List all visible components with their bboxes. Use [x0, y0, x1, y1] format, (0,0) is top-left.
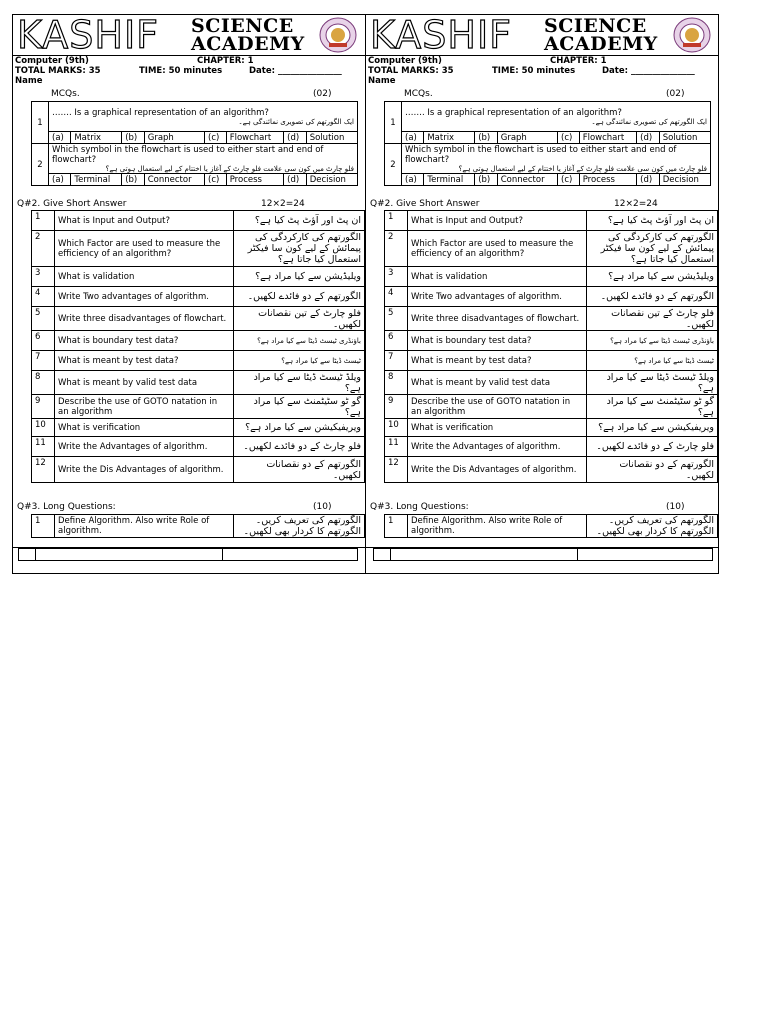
paper-copy-right [366, 15, 719, 573]
question-english: What is meant by test data? [408, 351, 587, 371]
question-number: 3 [385, 267, 408, 287]
question-urdu: باؤنڈری ٹیسٹ ڈیٹا سے کیا مراد ہے؟ [587, 331, 718, 351]
academy-line-1: SCIENCE [544, 15, 647, 37]
mcqs-title: MCQs. [51, 89, 80, 99]
question-urdu: فلو چارٹ کے تین نقصانات لکھیں۔ [587, 307, 718, 331]
mcq-options: (a) Matrix (b) Graph (c) Flowchart (d) Solution [32, 132, 358, 144]
total-marks: TOTAL MARKS: 35 [15, 66, 101, 76]
question-urdu: الگورتھم کی کارکردگی کی پیمائش کے لیے کون سا فیکٹر استعمال کیا جاتا ہے؟ [234, 231, 365, 267]
question-urdu: فلو چارٹ کے دو فائدے لکھیں۔ [587, 437, 718, 457]
short-question-row [385, 437, 718, 457]
question-number: 5 [32, 307, 55, 331]
short-question-row [32, 231, 365, 267]
question-urdu: ٹیسٹ ڈیٹا سے کیا مراد ہے؟ [234, 351, 365, 371]
paper-info [15, 56, 363, 86]
question-urdu: فلو چارٹ کے دو فائدے لکھیں۔ [234, 437, 365, 457]
question-urdu: الگورتھم کے دو نقصانات لکھیں۔ [587, 457, 718, 483]
mcq-question: ……. Is a graphical representation of an algorithm? ایک الگورتھم کی تصویری نمائندگی ہے۔ [49, 102, 358, 132]
question-number: 6 [32, 331, 55, 351]
brand-title: KASHIF [370, 13, 513, 57]
question-english: What is meant by test data? [55, 351, 234, 371]
paper-info [368, 56, 717, 86]
question-number: 1 [385, 211, 408, 231]
short-question-row [385, 351, 718, 371]
mcq-question: Which symbol in the flowchart is used to either start and end of flowchart? فلو چارٹ میں کون سی علامت فلو چارٹ کے آغاز یا اختتام کے لیے استعمال ہوتی ہے؟ [402, 144, 711, 174]
question-english: Write Two advantages of algorithm. [55, 287, 234, 307]
mcqs-marks: (02) [313, 89, 332, 99]
question-number: 4 [32, 287, 55, 307]
question-number: 7 [385, 351, 408, 371]
mcq-question: Which symbol in the flowchart is used to either start and end of flowchart? فلو چارٹ میں کون سی علامت فلو چارٹ کے آغاز یا اختتام کے لیے استعمال ہوتی ہے؟ [49, 144, 358, 174]
question-urdu: الگورتھم کے دو نقصانات لکھیں۔ [234, 457, 365, 483]
brand-title: KASHIF [17, 13, 160, 57]
question-number: 2 [32, 231, 55, 267]
short-question-row [32, 331, 365, 351]
question-english: Describe the use of GOTO natation in an algorithm [408, 395, 587, 419]
academy-header [366, 15, 719, 56]
question-english: Write three disadvantages of flowchart. [408, 307, 587, 331]
mcq-options: (a) Terminal (b) Connector (c) Process (d) Decision [32, 174, 358, 186]
question-number: 7 [32, 351, 55, 371]
chapter: CHAPTER: 1 [550, 56, 607, 66]
question-urdu: ٹیسٹ ڈیٹا سے کیا مراد ہے؟ [587, 351, 718, 371]
mcqs-title: MCQs. [404, 89, 433, 99]
long-marks: (10) [666, 502, 685, 512]
question-english: Write the Dis Advantages of algorithm. [408, 457, 587, 483]
short-question-row [385, 307, 718, 331]
question-english: What is meant by valid test data [408, 371, 587, 395]
mcq-number: 1 [32, 102, 49, 144]
short-marks: 12×2=24 [261, 199, 305, 209]
short-question-row [32, 351, 365, 371]
mcq-number: 2 [32, 144, 49, 186]
question-urdu: ویریفیکیشن سے کیا مراد ہے؟ [587, 419, 718, 437]
question-urdu: الگورتھم کی تعریف کریں۔ الگورتھم کا کردار بھی لکھیں۔ [234, 515, 365, 538]
short-question-row [385, 371, 718, 395]
long-title: Q#3. Long Questions: [370, 502, 469, 512]
answer-strip-divider [365, 547, 366, 574]
question-english: Which Factor are used to measure the efficiency of an algorithm? [408, 231, 587, 267]
question-urdu: ویلیڈیشن سے کیا مراد ہے؟ [234, 267, 365, 287]
question-urdu: گو ٹو سٹیٹمنٹ سے کیا مراد ہے؟ [234, 395, 365, 419]
question-urdu: ویریفیکیشن سے کیا مراد ہے؟ [234, 419, 365, 437]
question-number: 1 [32, 515, 55, 538]
name-field: Name [368, 76, 396, 86]
academy-line-1: SCIENCE [191, 15, 294, 37]
paper-copy-left [13, 15, 366, 573]
short-question-row [385, 457, 718, 483]
short-questions-table [384, 210, 718, 483]
question-number: 1 [32, 211, 55, 231]
question-number: 12 [385, 457, 408, 483]
mcq-number: 2 [385, 144, 402, 186]
short-question-row [32, 287, 365, 307]
question-number: 2 [385, 231, 408, 267]
question-number: 5 [385, 307, 408, 331]
mcq-table [384, 101, 711, 186]
question-english: Which Factor are used to measure the efficiency of an algorithm? [55, 231, 234, 267]
date-field: Date: _______________ [249, 66, 342, 76]
short-title: Q#2. Give Short Answer [370, 199, 480, 209]
academy-name [191, 17, 305, 53]
question-number: 8 [32, 371, 55, 395]
academy-header [13, 15, 365, 56]
question-urdu: الگورتھم کی تعریف کریں۔ الگورتھم کا کردار بھی لکھیں۔ [587, 515, 718, 538]
question-english: Write Two advantages of algorithm. [408, 287, 587, 307]
question-english: What is verification [55, 419, 234, 437]
question-number: 12 [32, 457, 55, 483]
short-question-row [385, 231, 718, 267]
question-english: Define Algorithm. Also write Role of algorithm. [55, 515, 234, 538]
date-field: Date: _______________ [602, 66, 695, 76]
question-number: 1 [385, 515, 408, 538]
question-number: 9 [385, 395, 408, 419]
question-english: What is validation [55, 267, 234, 287]
time: TIME: 50 minutes [492, 66, 576, 76]
mcq-table [31, 101, 358, 186]
question-english: Write three disadvantages of flowchart. [55, 307, 234, 331]
question-urdu: ان پٹ اور آؤٹ پٹ کیا ہے؟ [234, 211, 365, 231]
question-urdu: ان پٹ اور آؤٹ پٹ کیا ہے؟ [587, 211, 718, 231]
mcq-options: (a) Matrix (b) Graph (c) Flowchart (d) Solution [385, 132, 711, 144]
long-marks: (10) [313, 502, 332, 512]
question-paper [12, 14, 719, 574]
short-question-row [385, 419, 718, 437]
short-question-row [385, 211, 718, 231]
question-urdu: گو ٹو سٹیٹمنٹ سے کیا مراد ہے؟ [587, 395, 718, 419]
name-field: Name [15, 76, 43, 86]
short-title: Q#2. Give Short Answer [17, 199, 127, 209]
question-number: 10 [385, 419, 408, 437]
question-number: 6 [385, 331, 408, 351]
question-english: What is Input and Output? [55, 211, 234, 231]
question-number: 3 [32, 267, 55, 287]
academy-line-2: ACADEMY [544, 33, 658, 55]
short-question-row [32, 307, 365, 331]
question-number: 11 [385, 437, 408, 457]
question-number: 9 [32, 395, 55, 419]
short-question-row [385, 395, 718, 419]
mcq-options: (a) Terminal (b) Connector (c) Process (d) Decision [385, 174, 711, 186]
question-number: 10 [32, 419, 55, 437]
answer-strip [12, 548, 719, 574]
long-questions-table [31, 514, 365, 538]
question-urdu: ویلیڈیشن سے کیا مراد ہے؟ [587, 267, 718, 287]
question-urdu: باؤنڈری ٹیسٹ ڈیٹا سے کیا مراد ہے؟ [234, 331, 365, 351]
short-question-row [32, 267, 365, 287]
question-urdu: ویلڈ ٹیسٹ ڈیٹا سے کیا مراد ہے؟ [587, 371, 718, 395]
short-question-row [385, 331, 718, 351]
question-english: Define Algorithm. Also write Role of algorithm. [408, 515, 587, 538]
short-marks: 12×2=24 [614, 199, 658, 209]
short-question-row [32, 437, 365, 457]
question-english: What is meant by valid test data [55, 371, 234, 395]
question-english: What is boundary test data? [55, 331, 234, 351]
question-english: What is verification [408, 419, 587, 437]
subject: Computer (9th) [15, 56, 89, 66]
mcqs-marks: (02) [666, 89, 685, 99]
academy-line-2: ACADEMY [191, 33, 305, 55]
short-question-row [385, 267, 718, 287]
question-number: 8 [385, 371, 408, 395]
total-marks: TOTAL MARKS: 35 [368, 66, 454, 76]
long-title: Q#3. Long Questions: [17, 502, 116, 512]
question-number: 4 [385, 287, 408, 307]
subject: Computer (9th) [368, 56, 442, 66]
long-questions-table [384, 514, 718, 538]
mcq-number: 1 [385, 102, 402, 144]
question-urdu: الگورتھم کے دو فائدے لکھیں۔ [234, 287, 365, 307]
mcq-question: ……. Is a graphical representation of an algorithm? ایک الگورتھم کی تصویری نمائندگی ہے۔ [402, 102, 711, 132]
question-english: Write the Advantages of algorithm. [408, 437, 587, 457]
question-english: What is Input and Output? [408, 211, 587, 231]
academy-logo-icon [319, 17, 357, 53]
short-question-row [385, 287, 718, 307]
short-question-row [32, 395, 365, 419]
academy-name [544, 17, 658, 53]
question-english: Describe the use of GOTO natation in an algorithm [55, 395, 234, 419]
question-urdu: الگورتھم کے دو فائدے لکھیں۔ [587, 287, 718, 307]
chapter: CHAPTER: 1 [197, 56, 254, 66]
question-english: Write the Dis Advantages of algorithm. [55, 457, 234, 483]
question-urdu: ویلڈ ٹیسٹ ڈیٹا سے کیا مراد ہے؟ [234, 371, 365, 395]
question-english: What is validation [408, 267, 587, 287]
short-question-row [32, 211, 365, 231]
question-number: 11 [32, 437, 55, 457]
short-questions-table [31, 210, 365, 483]
time: TIME: 50 minutes [139, 66, 223, 76]
academy-logo-icon [673, 17, 711, 53]
question-urdu: الگورتھم کی کارکردگی کی پیمائش کے لیے کون سا فیکٹر استعمال کیا جاتا ہے؟ [587, 231, 718, 267]
short-question-row [32, 419, 365, 437]
short-question-row [32, 371, 365, 395]
question-urdu: فلو چارٹ کے تین نقصانات لکھیں۔ [234, 307, 365, 331]
question-english: Write the Advantages of algorithm. [55, 437, 234, 457]
question-english: What is boundary test data? [408, 331, 587, 351]
short-question-row [32, 457, 365, 483]
